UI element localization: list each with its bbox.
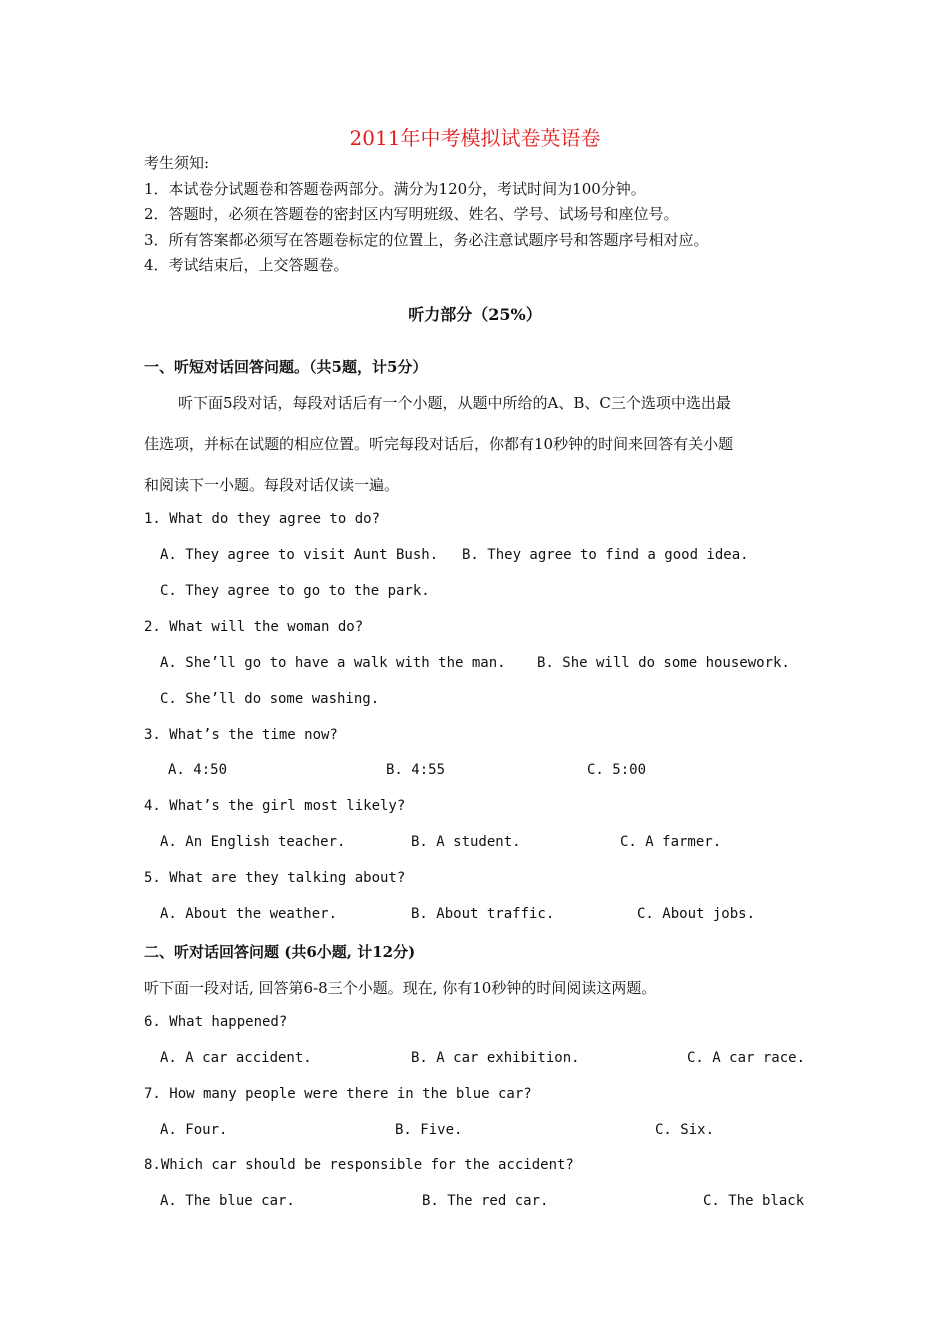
option-b: B. About traffic. — [411, 906, 555, 922]
part2-heading: 二、听对话回答问题 (共6小题, 计12分) — [144, 943, 416, 961]
question-text: 2. What will the woman do? — [144, 619, 364, 635]
section-heading: 听力部分（25%） — [408, 305, 542, 324]
option-b: B. She will do some housework. — [537, 655, 790, 671]
option-c: C. A farmer. — [620, 834, 722, 850]
option-c: C. The black — [703, 1193, 805, 1209]
part1-instruction: 听下面5段对话，每段对话后有一个小题，从题中所给的A、B、C三个选项中选出最 — [178, 394, 731, 412]
option-a: A. She’ll go to have a walk with the man. — [160, 655, 506, 671]
option-c: C. A car race. — [687, 1050, 806, 1066]
question-text: 4. What’s the girl most likely? — [144, 798, 406, 814]
option-a: A. They agree to visit Aunt Bush. — [160, 547, 439, 563]
option-c: C. 5:00 — [587, 762, 647, 778]
option-c: C. She’ll do some washing. — [160, 691, 380, 707]
notice-item: 2．答题时，必须在答题卷的密封区内写明班级、姓名、学号、试场号和座位号。 — [144, 205, 679, 223]
option-b: B. They agree to find a good idea. — [462, 547, 749, 563]
option-b: B. A car exhibition. — [411, 1050, 580, 1066]
question-text: 6. What happened? — [144, 1014, 288, 1030]
page-title: 2011年中考模拟试卷英语卷 — [349, 126, 601, 150]
option-a: A. A car accident. — [160, 1050, 312, 1066]
part1-heading: 一、听短对话回答问题。（共5题，计5分） — [144, 358, 428, 376]
notice-heading: 考生须知: — [144, 154, 210, 172]
option-a: A. The blue car. — [160, 1193, 295, 1209]
question-text: 5. What are they talking about? — [144, 870, 406, 886]
option-b: B. 4:55 — [386, 762, 446, 778]
option-c: C. Six. — [655, 1122, 715, 1138]
option-a: A. 4:50 — [168, 762, 228, 778]
option-b: B. A student. — [411, 834, 521, 850]
option-a: A. Four. — [160, 1122, 228, 1138]
option-a: A. An English teacher. — [160, 834, 346, 850]
question-text: 1. What do they agree to do? — [144, 511, 381, 527]
question-text: 8.Which car should be responsible for the accident? — [144, 1157, 574, 1173]
notice-item: 1．本试卷分试题卷和答题卷两部分。满分为120分，考试时间为100分钟。 — [144, 180, 646, 198]
option-c: C. They agree to go to the park. — [160, 583, 430, 599]
question-text: 3. What’s the time now? — [144, 727, 338, 743]
notice-item: 4．考试结束后，上交答题卷。 — [144, 256, 349, 274]
option-a: A. About the weather. — [160, 906, 338, 922]
part2-instruction: 听下面一段对话, 回答第6-8三个小题。现在, 你有10秒钟的时间阅读这两题。 — [144, 979, 657, 997]
option-b: B. The red car. — [422, 1193, 549, 1209]
part1-instruction: 和阅读下一小题。每段对话仅读一遍。 — [144, 476, 400, 494]
question-text: 7. How many people were there in the blue car? — [144, 1086, 532, 1102]
notice-item: 3．所有答案都必须写在答题卷标定的位置上，务必注意试题序号和答题序号相对应。 — [144, 231, 709, 249]
part1-instruction: 佳选项，并标在试题的相应位置。听完每段对话后，你都有10秒钟的时间来回答有关小题 — [144, 435, 734, 453]
option-b: B. Five. — [395, 1122, 463, 1138]
option-c: C. About jobs. — [637, 906, 756, 922]
